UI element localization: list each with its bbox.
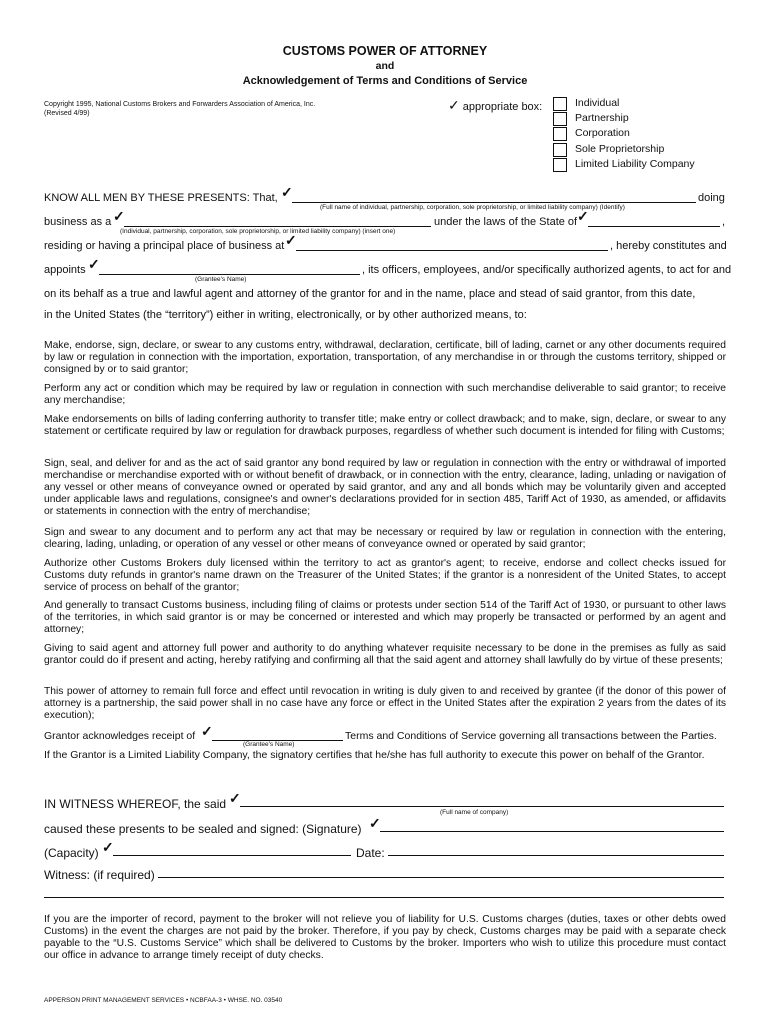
paragraph: Perform any act or condition which may be required by law or regulation in connection with such merchandise deliverable to said grantor; to receive any merchandise; bbox=[44, 383, 726, 406]
capacity-label: (Capacity) bbox=[44, 846, 99, 860]
check-mark-icon: ✓ bbox=[369, 815, 381, 831]
grantor-ack-label: Grantor acknowledges receipt of bbox=[44, 730, 196, 742]
check-mark-icon: ✓ bbox=[229, 790, 241, 806]
hereby-label: , hereby constitutes and bbox=[610, 240, 727, 252]
state-field[interactable] bbox=[588, 226, 720, 227]
full-name-hint: (Full name of individual, partnership, corporation, sole proprietorship, or limited liability company) (Identify) bbox=[320, 204, 625, 211]
revised-text: (Revised 4/99) bbox=[44, 110, 90, 117]
grantee-name-hint: (Grantee's Name) bbox=[195, 276, 247, 283]
entity-option-label: Partnership bbox=[575, 112, 629, 124]
check-mark-icon: ✓ bbox=[285, 232, 297, 248]
check-mark-icon: ✓ bbox=[577, 208, 589, 224]
entity-option-label: Individual bbox=[575, 97, 620, 109]
document-subtitle: Acknowledgement of Terms and Conditions of Service bbox=[242, 75, 528, 87]
check-mark-icon: ✓ bbox=[281, 184, 293, 200]
checkbox[interactable] bbox=[553, 143, 567, 157]
in-witness-label: IN WITNESS WHEREOF, the said bbox=[44, 797, 227, 811]
paragraph: And generally to transact Customs business, including filing of claims or protests under section 514 of the Tariff Act of 1930, or pursuant to other laws of the territories, in which said grantor is or may be concerned or interested and which may properly be transacted or performed by an agent and attorney; bbox=[44, 600, 726, 635]
entity-option-sole-proprietorship[interactable] bbox=[553, 143, 733, 158]
date-label: Date: bbox=[356, 846, 385, 860]
witness-label: Witness: (if required) bbox=[44, 868, 155, 882]
check-mark-icon: ✓ bbox=[448, 97, 460, 113]
footer-text: APPERSON PRINT MANAGEMENT SERVICES • NCBFAA-3 • WHSE. NO. 03540 bbox=[44, 997, 283, 1004]
entity-option-llc[interactable] bbox=[553, 158, 733, 173]
witness-field-line-2[interactable] bbox=[44, 897, 724, 898]
document-title: CUSTOMS POWER OF ATTORNEY bbox=[282, 44, 488, 58]
paragraph: Giving to said agent and attorney full power and authority to do anything whatever requisite necessary to be done in the premises as fully as said grantor could do if present and acting, hereby ratifying and confirming all that the said agent and attorney shall lawfully do by virtue of these presents; bbox=[44, 643, 726, 666]
copyright-block bbox=[44, 100, 364, 118]
on-behalf-text: on its behalf as a true and lawful agent and attorney of the grantor for and in the name, place and stead of said grantor, from this date, bbox=[44, 288, 696, 300]
check-mark-icon: ✓ bbox=[113, 208, 125, 224]
company-name-hint: (Full name of company) bbox=[440, 809, 509, 816]
entity-option-corporation[interactable] bbox=[553, 127, 733, 142]
know-all-label: KNOW ALL MEN BY THESE PRESENTS: That, bbox=[44, 192, 278, 204]
caused-signature-label: caused these presents to be sealed and signed: (Signature) bbox=[44, 822, 362, 836]
check-mark-icon: ✓ bbox=[201, 723, 213, 739]
paragraph: Make, endorse, sign, declare, or swear to any customs entry, withdrawal, declaration, certificate, bill of lading, carnet or any other documents required by law or regulation in connection with the importation, exportation, transportation, of any merchandise in or through the customs territory, shipped or consigned by or to said grantor; bbox=[44, 340, 726, 375]
officers-label: , its officers, employees, and/or specifically authorized agents, to act for and bbox=[362, 264, 732, 276]
ack-grantee-hint: (Grantee's Name) bbox=[243, 741, 295, 748]
business-type-hint: (Individual, partnership, corporation, sole proprietorship, or limited liability company) (insert one) bbox=[120, 228, 396, 235]
paragraph: Authorize other Customs Brokers duly licensed within the territory to act as grantor's agent; to receive, endorse and collect checks issued for Customs duty refunds in grantor's name drawn on the Treasurer of the United States; if the grantor is a nonresident of the United States, to accept service of process on behalf of the grantor; bbox=[44, 558, 726, 593]
entity-option-label: Sole Proprietorship bbox=[575, 143, 665, 155]
date-field[interactable] bbox=[388, 855, 724, 856]
title-and: and bbox=[375, 60, 395, 72]
checkbox[interactable] bbox=[553, 158, 567, 172]
business-as-label: business as a bbox=[44, 216, 112, 228]
under-laws-label: under the laws of the State of bbox=[434, 216, 578, 228]
territory-text: in the United States (the “territory”) either in writing, electronically, or by other authorized means, to: bbox=[44, 309, 527, 321]
paragraph: Make endorsements on bills of lading conferring authority to transfer title; make entry or collect drawback; and to make, sign, declare, or swear to any statement or certificate required by law or regulation for drawback purposes, regardless of whether such document is intended for filing with Customs; bbox=[44, 414, 726, 437]
appropriate-box-instruction bbox=[448, 97, 542, 114]
importer-notice: If you are the importer of record, payment to the broker will not relieve you of liability for U.S. Customs charges (duties, taxes or other debts owed Customs) in the event the charges are not paid by the broker. Therefore, if you pay by check, Customs charges may be paid with a separate check payable to the “U.S. Customs Service” which shall be delivered to Customs by the broker. Importers who wish to utilize this procedure must contact our office in advance to arrange timely receipt of duty checks. bbox=[44, 914, 726, 961]
llc-certification-text: If the Grantor is a Limited Liability Company, the signatory certifies that he/she has full authority to execute this power on behalf of the Grantor. bbox=[44, 749, 705, 761]
entity-option-individual[interactable] bbox=[553, 97, 733, 112]
business-type-field[interactable] bbox=[124, 226, 431, 227]
copyright-text: Copyright 1995, National Customs Brokers and Forwarders Association of America, Inc. bbox=[44, 101, 316, 108]
entity-option-label: Limited Liability Company bbox=[575, 158, 695, 170]
doing-label: doing bbox=[698, 192, 725, 204]
company-name-field[interactable] bbox=[240, 806, 724, 807]
paragraph: Sign, seal, and deliver for and as the act of said grantor any bond required by law or regulation in connection with the entry or withdrawal of imported merchandise or merchandise exported with or without benefit of drawback, or in connection with the entry, clearance, lading, unlading or navigation of any vessel or other means of conveyance owned or operated by said grantor, and any and all bonds which may be voluntarily given and accepted under applicable laws and regulations, consignee's and owner's declarations provided for in section 485, Tariff Act of 1930, as amended, or affidavits or statements in connection with the entry of merchandise; bbox=[44, 458, 726, 517]
capacity-field[interactable] bbox=[113, 855, 351, 856]
check-mark-icon: ✓ bbox=[88, 256, 100, 272]
witness-field[interactable] bbox=[158, 877, 724, 878]
checkbox[interactable] bbox=[553, 112, 567, 126]
grantor-name-field[interactable] bbox=[292, 202, 696, 203]
business-address-field[interactable] bbox=[296, 250, 608, 251]
signature-field[interactable] bbox=[380, 831, 724, 832]
check-mark-icon: ✓ bbox=[102, 839, 114, 855]
residing-label: residing or having a principal place of business at bbox=[44, 240, 285, 252]
entity-option-label: Corporation bbox=[575, 127, 630, 139]
paragraph: This power of attorney to remain full force and effect until revocation in writing is duly given to and received by grantee (if the donor of this power of attorney is a partnership, the said power shall in no case have any force or effect in the United States after the expiration 2 years from the dates of its execution); bbox=[44, 686, 726, 721]
comma-text: , bbox=[722, 216, 726, 228]
entity-option-partnership[interactable] bbox=[553, 112, 733, 127]
appoints-label: appoints bbox=[44, 264, 86, 276]
appropriate-box-label: appropriate box: bbox=[462, 101, 543, 113]
grantee-name-field[interactable] bbox=[99, 274, 360, 275]
checkbox[interactable] bbox=[553, 97, 567, 111]
checkbox[interactable] bbox=[553, 127, 567, 141]
paragraph: Sign and swear to any document and to perform any act that may be necessary or required by law or regulation in connection with the entering, clearing, lading, unlading, or operation of any vessel or other means of conveyance owned or operated by said grantor; bbox=[44, 527, 726, 550]
terms-text: Terms and Conditions of Service governing all transactions between the Parties. bbox=[345, 730, 717, 742]
